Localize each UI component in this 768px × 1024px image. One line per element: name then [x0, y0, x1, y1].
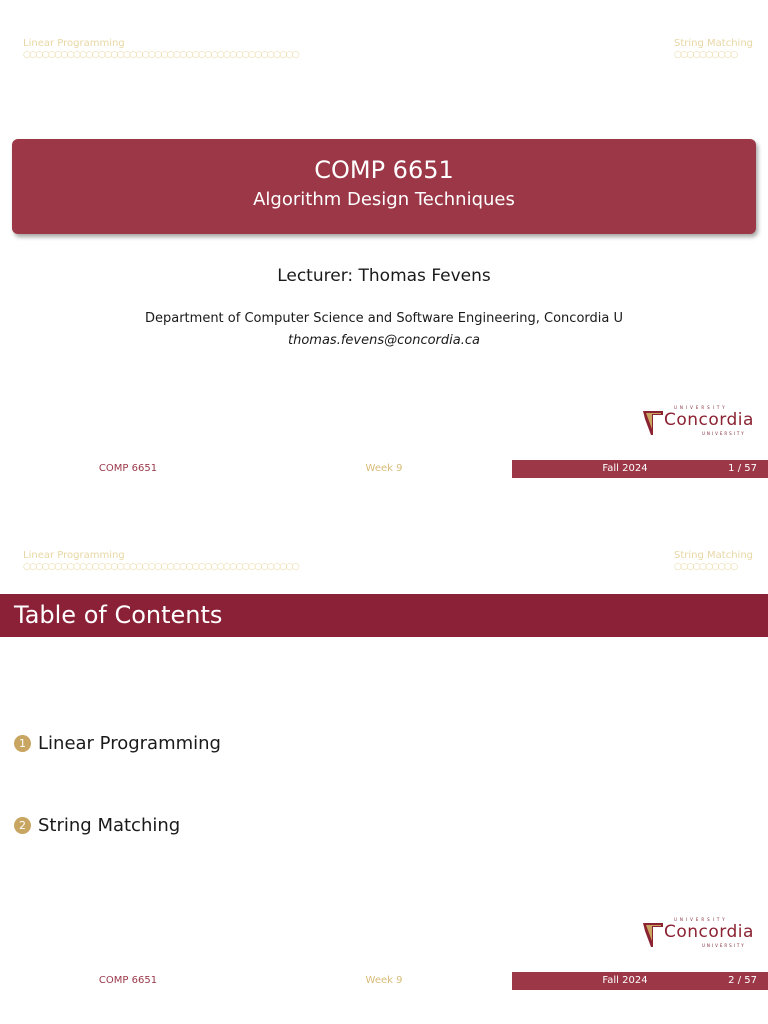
presentation-title: COMP 6651	[314, 156, 454, 184]
nav-section-linear-programming[interactable]	[23, 38, 298, 60]
nav-section-label[interactable]: String Matching	[674, 550, 753, 561]
footer-page-number: 2 / 57	[728, 975, 757, 986]
nav-section-label[interactable]: Linear Programming	[23, 38, 125, 49]
logo-university-top: UNIVERSITY	[674, 405, 728, 410]
concordia-shield-icon	[642, 921, 664, 949]
nav-section-linear-programming[interactable]	[23, 550, 298, 572]
lecturer-name: Lecturer: Thomas Fevens	[277, 266, 491, 286]
nav-progress-dots[interactable]: ○○○○○○○○○○○○○○○○○○○○○○○○○○○○○○○○○○○○○○○○○○○○	[23, 50, 299, 60]
toc-item-label[interactable]: Linear Programming	[38, 733, 221, 754]
footer-week: Week 9	[365, 975, 403, 986]
email-address: thomas.fevens@concordia.ca	[288, 333, 480, 348]
logo-wordmark: Concordia	[664, 922, 754, 942]
nav-progress-dots[interactable]: ○○○○○○○○○○○○○○○○○○○○○○○○○○○○○○○○○○○○○○○○○○○○	[23, 562, 299, 572]
footer-right-bar	[512, 972, 768, 990]
footer-term: Fall 2024	[602, 463, 648, 474]
concordia-logo	[640, 915, 762, 955]
toc-item-linear-programming[interactable]	[14, 733, 221, 754]
logo-university-bottom: UNIVERSITY	[702, 943, 746, 948]
toc-number-bullet: 1	[14, 735, 31, 752]
toc-item-string-matching[interactable]	[14, 815, 180, 836]
footer-course: COMP 6651	[98, 975, 158, 986]
nav-section-label[interactable]: Linear Programming	[23, 550, 125, 561]
toc-number-bullet: 2	[14, 817, 31, 834]
footer-term: Fall 2024	[602, 975, 648, 986]
footer-week: Week 9	[365, 463, 403, 474]
frame-title: Table of Contents	[0, 594, 768, 637]
logo-university-top: UNIVERSITY	[674, 917, 728, 922]
nav-progress-dots[interactable]: ○○○○○○○○○○	[674, 562, 737, 572]
nav-section-label[interactable]: String Matching	[674, 38, 753, 49]
concordia-shield-icon	[642, 409, 664, 437]
logo-wordmark: Concordia	[664, 410, 754, 430]
logo-university-bottom: UNIVERSITY	[702, 431, 746, 436]
slide-table-of-contents	[0, 512, 768, 1024]
footer-right-bar	[512, 460, 768, 478]
department: Department of Computer Science and Software Engineering, Concordia U	[144, 311, 623, 326]
nav-section-string-matching[interactable]	[674, 38, 753, 60]
footer-page-number: 1 / 57	[728, 463, 757, 474]
footer	[0, 460, 768, 478]
nav-section-string-matching[interactable]	[674, 550, 753, 572]
presentation-subtitle: Algorithm Design Techniques	[253, 189, 515, 210]
concordia-logo	[640, 403, 762, 443]
footer-course: COMP 6651	[98, 463, 158, 474]
footer	[0, 972, 768, 990]
title-box	[12, 139, 756, 234]
nav-progress-dots[interactable]: ○○○○○○○○○○	[674, 50, 737, 60]
toc-item-label[interactable]: String Matching	[38, 815, 181, 836]
